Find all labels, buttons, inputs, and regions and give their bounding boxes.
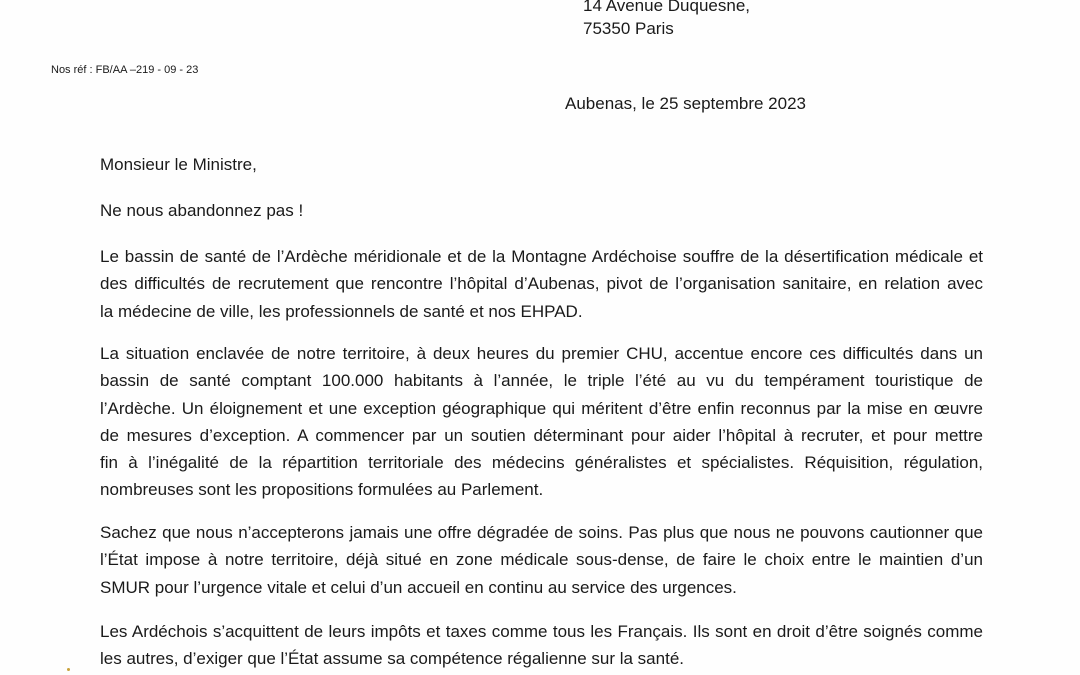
paragraph-line: Les Ardéchois s’acquittent de leurs impôts et taxes comme tous les Français. Ils sont en droit d’être soignés comme [100, 622, 983, 641]
paragraph-line: de mesures d’exception. A commencer par un soutien déterminant pour aider l’hôpital à recruter, et pour mettre [100, 425, 983, 445]
paragraph-line: Le bassin de santé de l’Ardèche méridionale et de la Montagne Ardéchoise souffre de la désertification médicale et [100, 247, 983, 266]
paragraph-line: fin à l’inégalité de la répartition territoriale des médecins généralistes et spécialistes. Réquisition, régulation, [100, 453, 983, 473]
paragraph-line: des difficultés de recrutement que rencontre l’hôpital d’Aubenas, pivot de l’organisation sanitaire, en relation avec [100, 274, 983, 294]
reference-number: Nos réf : FB/AA –219 - 09 - 23 [51, 64, 199, 76]
paragraph-line: l’État impose à notre territoire, déjà situé en zone médicale sous-dense, de faire le choix entre le maintien d’un [100, 550, 983, 570]
paragraph-line: Sachez que nous n’accepterons jamais une offre dégradée de soins. Pas plus que nous ne pouvons cautionner que [100, 523, 983, 542]
salutation: Monsieur le Ministre, [100, 155, 257, 174]
paragraph-line: la médecine de ville, les professionnels de santé et nos EHPAD. [100, 301, 583, 321]
recipient-street: 14 Avenue Duquesne, [583, 0, 750, 15]
letter-date: Aubenas, le 25 septembre 2023 [565, 94, 807, 113]
paragraph-line: les autres, d’exiger que l’État assume sa compétence régalienne sur la santé. [100, 649, 684, 669]
paragraph-4 [100, 618, 983, 673]
opening-line: Ne nous abandonnez pas ! [100, 201, 304, 220]
paragraph-2 [100, 340, 983, 504]
paragraph-line: La situation enclavée de notre territoire, à deux heures du premier CHU, accentue encore ces difficultés dans un [100, 344, 983, 363]
paragraph-3 [100, 519, 983, 601]
recipient-city: 75350 Paris [583, 19, 674, 38]
scan-speck [67, 668, 70, 671]
paragraph-1 [100, 243, 983, 325]
paragraph-line: bassin de santé comptant 100.000 habitants à l’année, le triple l’été au vu du tempérament touristique de [100, 371, 983, 391]
paragraph-line: SMUR pour l’urgence vitale et celui d’un accueil en continu au service des urgences. [100, 577, 737, 597]
paragraph-line: nombreuses sont les propositions formulées au Parlement. [100, 480, 544, 500]
paragraph-line: l’Ardèche. Un éloignement et une exception géographique qui méritent d’être enfin reconnus par la mise en œuvre [100, 398, 983, 418]
